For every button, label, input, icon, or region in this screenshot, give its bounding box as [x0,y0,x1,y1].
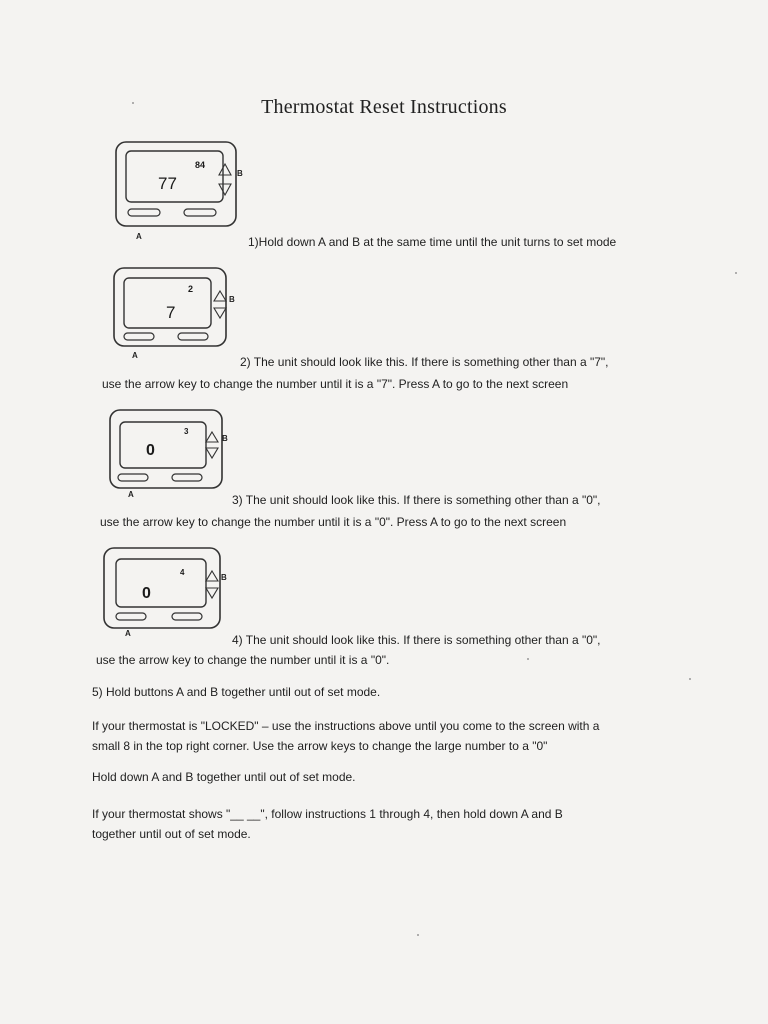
up-arrow-icon [206,571,218,581]
scan-speck [527,658,529,660]
label-b: B [222,434,228,443]
button-b-shape [172,474,202,481]
small-number: 3 [184,427,189,436]
large-number: 77 [158,174,177,193]
step1-text: 1)Hold down A and B at the same time until the unit turns to set mode [248,235,617,249]
label-b: B [221,573,227,582]
scan-speck [689,678,691,680]
down-arrow-icon [214,308,226,318]
label-a: A [128,490,134,499]
button-b-shape [184,209,216,216]
step3-text-line1: 3) The unit should look like this. If there is something other than a "0", [232,493,601,507]
label-b: B [229,295,235,304]
step4-text-line2: use the arrow key to change the number until it is a "0". [96,653,390,667]
button-b-shape [178,333,208,340]
down-arrow-icon [206,448,218,458]
locked-instructions-line1: If your thermostat is "LOCKED" – use the instructions above until you come to the screen with a [92,719,600,733]
page-title: Thermostat Reset Instructions [261,96,507,118]
scan-speck [417,934,419,936]
down-arrow-icon [219,184,231,195]
large-number: 0 [146,442,155,459]
thermostat-diagram-step1 [112,140,252,245]
thermostat-illustration [108,408,248,508]
step5-text: 5) Hold buttons A and B together until out of set mode. [92,685,381,699]
locked-instructions-line2: small 8 in the top right corner. Use the arrow keys to change the large number to a "0" [92,739,548,753]
thermostat-diagram-step2 [112,266,252,371]
large-number: 7 [166,303,176,322]
step2-text-line2: use the arrow key to change the number until it is a "7". Press A to go to the next screen [102,377,569,391]
up-arrow-icon [214,291,226,301]
step2-text-line1: 2) The unit should look like this. If there is something other than a "7", [240,355,609,369]
button-b-shape [172,613,202,620]
thermostat-diagram-step3 [108,408,248,513]
button-a-shape [116,613,146,620]
thermostat-illustration [112,266,252,366]
thermostat-illustration [102,546,242,646]
scan-speck [132,102,134,104]
small-number: 84 [195,160,206,170]
button-a-shape [118,474,148,481]
up-arrow-icon [206,432,218,442]
label-a: A [136,232,142,241]
step4-text-line1: 4) The unit should look like this. If there is something other than a "0", [232,633,601,647]
label-b: B [237,169,243,178]
label-a: A [132,351,138,360]
small-number: 4 [180,568,185,577]
step3-text-line2: use the arrow key to change the number until it is a "0". Press A to go to the next screen [100,515,567,529]
large-number: 0 [142,585,151,602]
down-arrow-icon [206,588,218,598]
thermostat-illustration [112,140,252,240]
small-number: 2 [188,284,194,294]
button-a-shape [128,209,160,216]
dashes-instructions-line2: together until out of set mode. [92,827,251,841]
scan-speck [735,272,737,274]
dashes-instructions-line1: If your thermostat shows "__ __", follow instructions 1 through 4, then hold down A and B [92,807,563,821]
button-a-shape [124,333,154,340]
hold-instructions: Hold down A and B together until out of set mode. [92,770,356,784]
thermostat-diagram-step4 [102,546,242,651]
up-arrow-icon [219,164,231,175]
label-a: A [125,629,131,638]
